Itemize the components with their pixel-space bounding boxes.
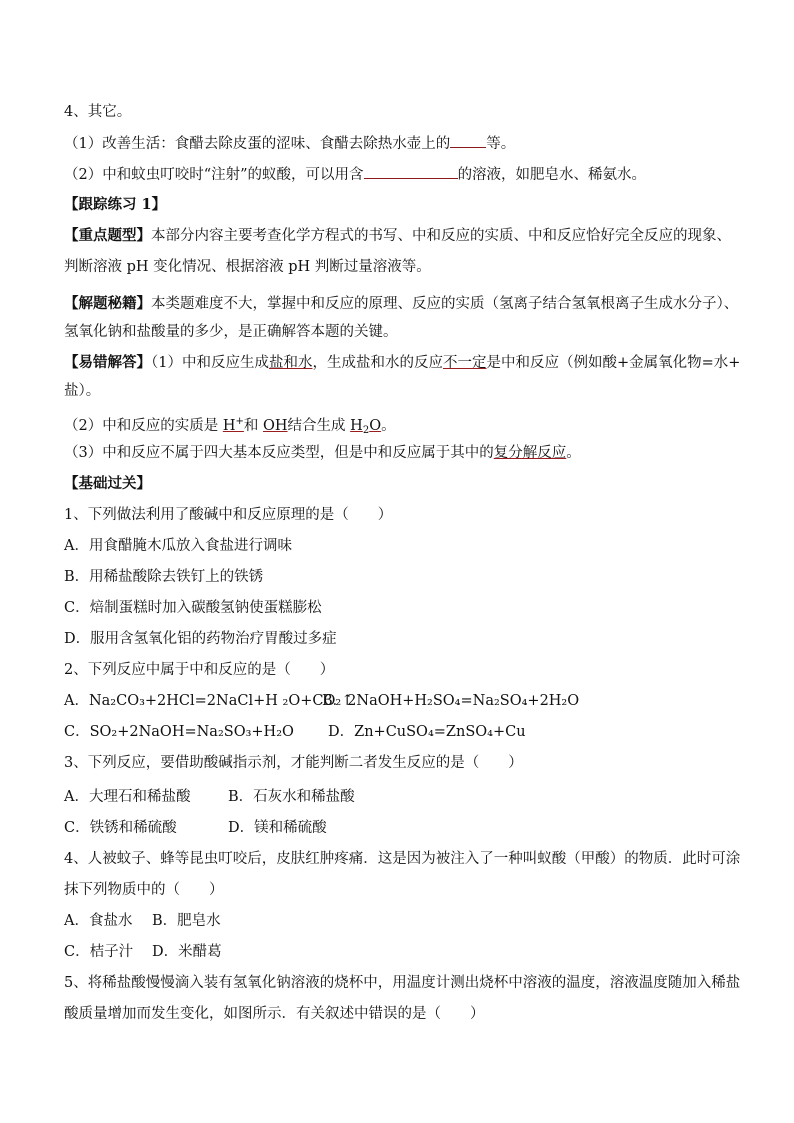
key-term: 复分解反应 [493,445,567,461]
option-1c: C．焙制蛋糕时加入碳酸氢钠使蛋糕膨松 [64,600,322,616]
follow-heading: 【跟踪练习 1】 [64,196,167,213]
error-text: 。 [381,418,396,434]
tips-text: 本类题难度不大，掌握中和反应的原理、反应的实质（氢离子结合氢氧根离子生成水分子）、 [151,296,739,312]
answer-blank [450,133,486,148]
answer-blank [364,164,458,179]
option-2c: C．SO₂+2NaOH=Na₂SO₃+H₂O [64,724,294,740]
option-1d: D．服用含氢氧化铝的药物治疗胃酸过多症 [64,631,337,647]
question-3: 3、下列反应，要借助酸碱指示剂，才能判断二者发生反应的是（ ） [64,755,523,771]
error-text: （1）中和反应生成 [151,355,269,371]
option-3d: D．镁和稀硫酸 [228,820,327,836]
option-2a: A．Na₂CO₃+2HCl=2NaCl+H ₂O+CO₂↑ [64,693,354,709]
option-3c: C．铁锈和稀硫酸 [64,820,177,836]
question-4-line1: 4、人被蚊子、蜂等昆虫叮咬后，皮肤红肿疼痛．这是因为被注入了一种叫蚁酸（甲酸）的物质．此时可涂 [64,851,741,867]
tips-label: 【解题秘籍】 [64,295,151,312]
item-text: 的溶液，如肥皂水、稀氨水。 [457,167,647,183]
error-paragraph-line1b: 盐）。 [64,383,101,399]
item-text: （2）中和蚊虫叮咬时“注射”的蚁酸，可以用含 [64,167,364,183]
tips-paragraph-line2: 氢氧化钠和盐酸量的多少，是正确解答本题的关键。 [64,324,398,340]
question-2: 2、下列反应中属于中和反应的是（ ） [64,662,335,678]
option-3a: A．大理石和稀盐酸 [64,789,191,805]
tips-paragraph-line1 [64,294,738,314]
error-text: 和 [243,418,263,434]
question-4-line2: 抹下列物质中的（ ） [64,882,224,898]
focus-paragraph-line2: 判断溶液 pH 变化情况、根据溶液 pH 判断过量溶液等。 [64,259,431,275]
section-title: 4、其它。 [64,104,132,120]
key-term: 不一定 [442,355,487,371]
error-text: 是中和反应（例如酸+金属氧化物=水+ [486,355,741,371]
item-text: 等。 [486,136,516,152]
question-1: 1、下列做法利用了酸碱中和反应原理的是（ ） [64,507,393,523]
error-text: 结合生成 [287,418,351,434]
hydrogen-ion: H+ [222,416,244,434]
section4-item-2 [64,164,646,185]
error-label: 【易错解答】 [64,354,151,371]
section4-item-1 [64,133,515,154]
option-4b: B．肥皂水 [152,913,221,929]
option-4c: C．桔子汁 [64,944,134,960]
question-5-line1: 5、将稀盐酸慢慢滴入装有氢氧化钠溶液的烧杯中，用温度计测出烧杯中溶液的温度，溶液温度随加入稀盐 [64,975,741,991]
error-item-3 [64,443,581,463]
error-text: ，生成盐和水的反应 [312,355,443,371]
option-2d: D．Zn+CuSO₄=ZnSO₄+Cu [328,724,526,740]
option-1b: B．用稀盐酸除去铁钉上的铁锈 [64,569,264,585]
focus-text: 本部分内容主要考查化学方程式的书写、中和反应的实质、中和反应恰好完全反应的现象、 [151,228,731,244]
key-term: 盐和水 [268,355,313,371]
focus-label: 【重点题型】 [64,227,151,244]
option-1a: A．用食醋腌木瓜放入食盐进行调味 [64,538,292,554]
focus-paragraph-line1 [64,226,731,246]
water-formula: $H_2O$ [350,418,382,436]
error-text: 。 [566,445,581,461]
option-2b: B．2NaOH+H₂SO₄=Na₂SO₄+2H₂O [322,693,580,709]
error-item-2 [64,412,396,441]
basic-heading: 【基础过关】 [64,475,151,492]
error-text: （3）中和反应不属于四大基本反应类型，但是中和反应属于其中的 [64,445,494,461]
option-3b: B．石灰水和稀盐酸 [228,789,355,805]
error-text: （2）中和反应的实质是 [64,418,223,434]
hydroxide-ion: OH [263,418,288,434]
error-paragraph-line1 [64,353,740,373]
option-4d: D．米醋葛 [152,944,222,960]
option-4a: A．食盐水 [64,913,133,929]
item-text: （1）改善生活：食醋去除皮蛋的涩味、食醋去除热水壶上的 [64,136,451,152]
question-5-line2: 酸质量增加而发生变化，如图所示．有关叙述中错误的是（ ） [64,1006,485,1022]
